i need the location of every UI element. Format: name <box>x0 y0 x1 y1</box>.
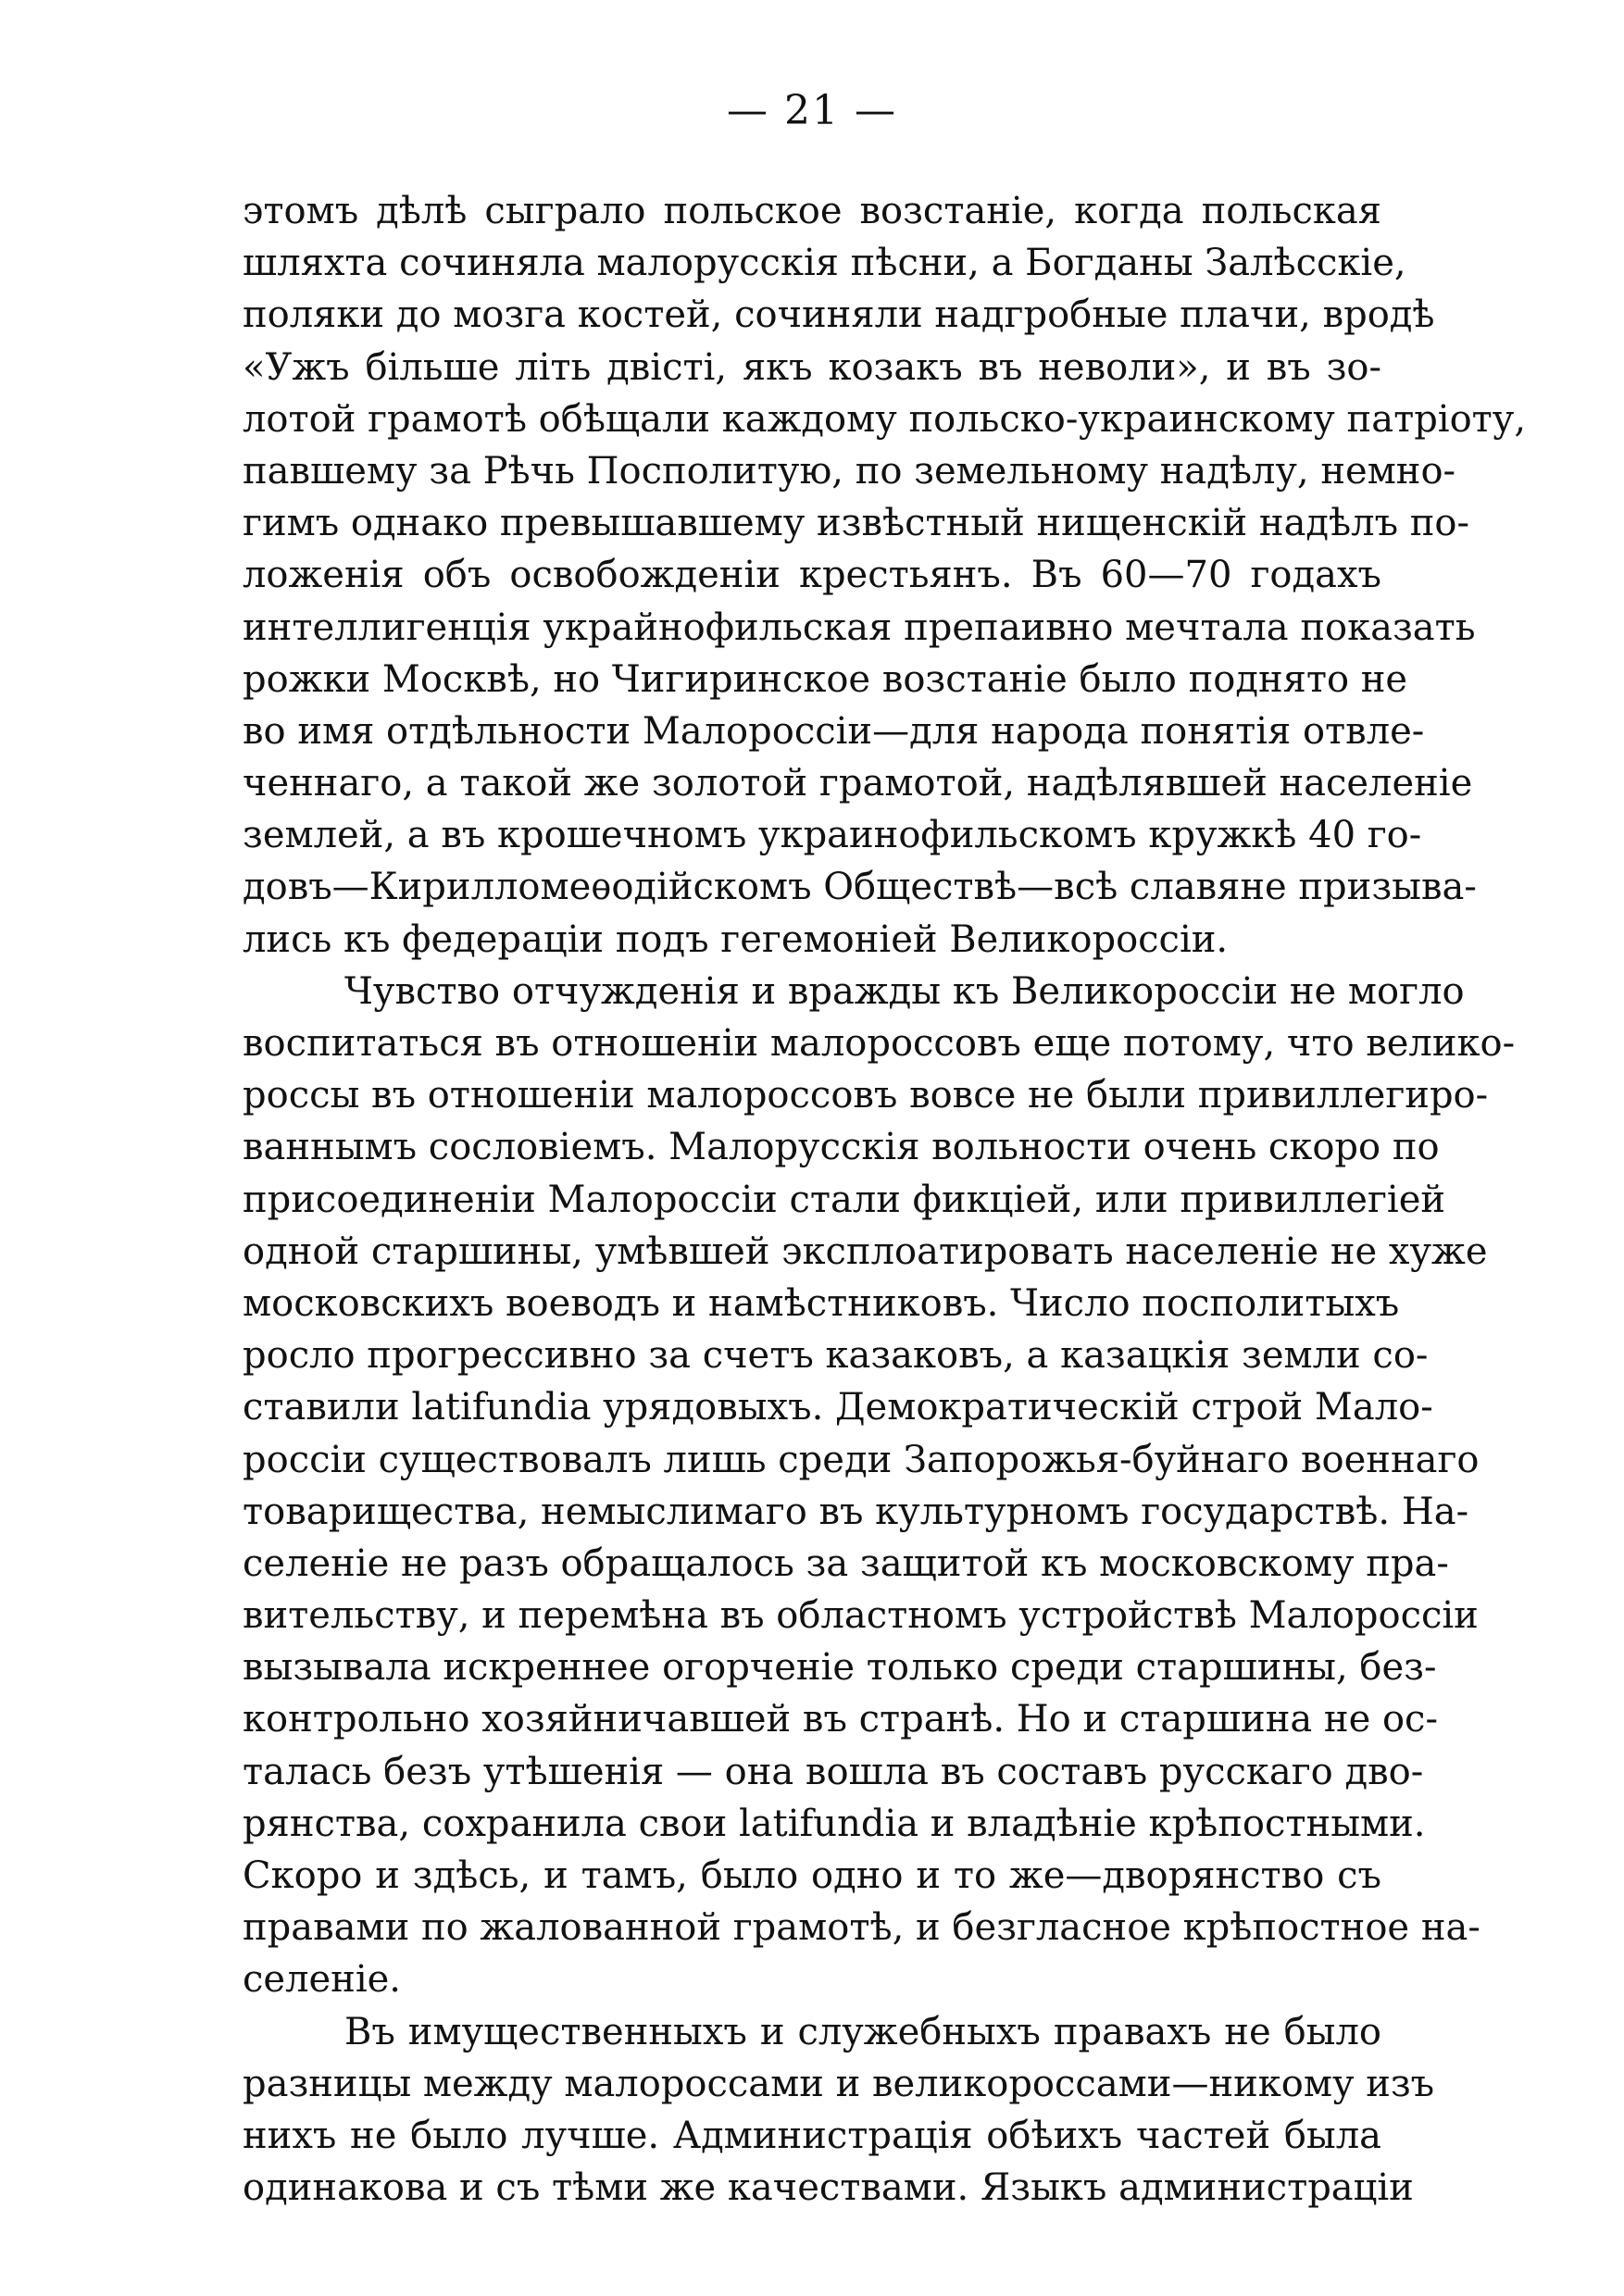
text-line: павшему за Рѣчь Посполитую, по земельному надѣлу, немно- <box>243 449 1456 493</box>
text-line: московскихъ воеводъ и намѣстниковъ. Число посполитыхъ <box>243 1281 1400 1325</box>
text-line: селеніе не разъ обращалось за защитой къ московскому пра- <box>243 1541 1449 1585</box>
text-line: ставили latifundia урядовыхъ. Демократическій строй Мало- <box>243 1386 1433 1429</box>
text-line: лись къ федераціи подъ гегемоніей Великороссіи. <box>243 917 1229 961</box>
text-line: росло прогрессивно за счетъ казаковъ, а казацкія земли со- <box>243 1334 1429 1378</box>
text-line: талась безъ утѣшенія — она вошла въ составъ русскаго дво- <box>243 1750 1424 1793</box>
text-line: ваннымъ сословіемъ. Малорусскія вольности очень скоро по <box>243 1126 1440 1169</box>
text-line: контрольно хозяйничавшей въ странѣ. Но и старшина не ос- <box>243 1698 1438 1741</box>
text-line: россы въ отношеніи малороссовъ вовсе не были привиллегиро- <box>243 1074 1489 1117</box>
text-line: поляки до мозга костей, сочиняли надгробные плачи, вродѣ <box>243 293 1435 337</box>
text-line: вызывала искреннее огорченіе только среди старшины, без- <box>243 1646 1437 1690</box>
paragraph <box>243 2006 1435 2215</box>
text-line: интеллигенція украйнофильская препаивно мечтала показать <box>243 605 1476 649</box>
text-line: селеніе. <box>243 1958 401 2002</box>
text-line: рожки Москвѣ, но Чигиринское возстаніе было поднято не <box>243 657 1408 701</box>
paragraph <box>243 185 1527 966</box>
text-line: шляхта сочиняла малорусскія пѣсни, а Богданы Залѣсскіе, <box>243 242 1406 285</box>
text-line: разницы между малороссами и великороссами—никому изъ <box>243 2062 1435 2105</box>
body-text <box>243 185 1527 2214</box>
text-line: Въ имущественныхъ и служебныхъ правахъ не было <box>344 2010 1381 2053</box>
paragraph <box>243 966 1516 2006</box>
text-line: одной старшины, умѣвшей эксплоатировать населеніе не хуже <box>243 1229 1488 1273</box>
text-line: рянства, сохранила свои latifundia и владѣніе крѣпостными. <box>243 1802 1426 1845</box>
text-line: этомъ дѣлѣ сыграло польское возстаніе, когда польская <box>243 190 1381 232</box>
text-line: товарищества, немыслимаго въ культурномъ государствѣ. На- <box>243 1490 1469 1533</box>
text-line: присоединеніи Малороссіи стали фикціей, или привиллегіей <box>243 1178 1446 1221</box>
text-line: ченнаго, а такой же золотой грамотой, надѣлявшей населеніе <box>243 762 1473 805</box>
text-line: россіи существовалъ лишь среди Запорожья-буйнаго военнаго <box>243 1438 1480 1481</box>
text-line: ложенія объ освобожденіи крестьянъ. Въ 60—70 годахъ <box>243 554 1381 597</box>
text-line: вительству, и перемѣна въ областномъ устройствѣ Малороссіи <box>243 1594 1479 1638</box>
text-line: правами по жалованной грамотѣ, и безгласное крѣпостное на- <box>243 1906 1480 1950</box>
text-line: во имя отдѣльности Малороссіи—для народа понятія отвле- <box>243 709 1425 753</box>
text-line: довъ—Кирилломеѳодійскомъ Обществѣ—всѣ славяне призыва- <box>243 866 1477 909</box>
text-line: лотой грамотѣ обѣщали каждому польско-украинскому патріоту, <box>243 397 1527 441</box>
page-number: — 21 — <box>727 87 897 134</box>
text-line: «Ужъ більше літь двісті, якъ козакъ въ неволи», и въ зо- <box>243 345 1381 389</box>
text-line: землей, а въ крошечномъ украинофильскомъ кружкѣ 40 го- <box>243 814 1422 857</box>
text-line: нихъ не было лучше. Администрація обѣихъ частей была <box>243 2114 1381 2157</box>
text-line: Чувство отчужденія и вражды къ Великороссіи не могло <box>344 969 1465 1013</box>
text-line: гимъ однако превышавшему извѣстный нищенскій надѣлъ по- <box>243 502 1469 545</box>
text-line: воспитаться въ отношеніи малороссовъ еще потому, что велико- <box>243 1022 1516 1065</box>
text-line: Скоро и здѣсь, и тамъ, было одно и то же—дворянство съ <box>243 1854 1381 1897</box>
text-line: одинакова и съ тѣми же качествами. Языкъ администраціи <box>243 2166 1414 2210</box>
